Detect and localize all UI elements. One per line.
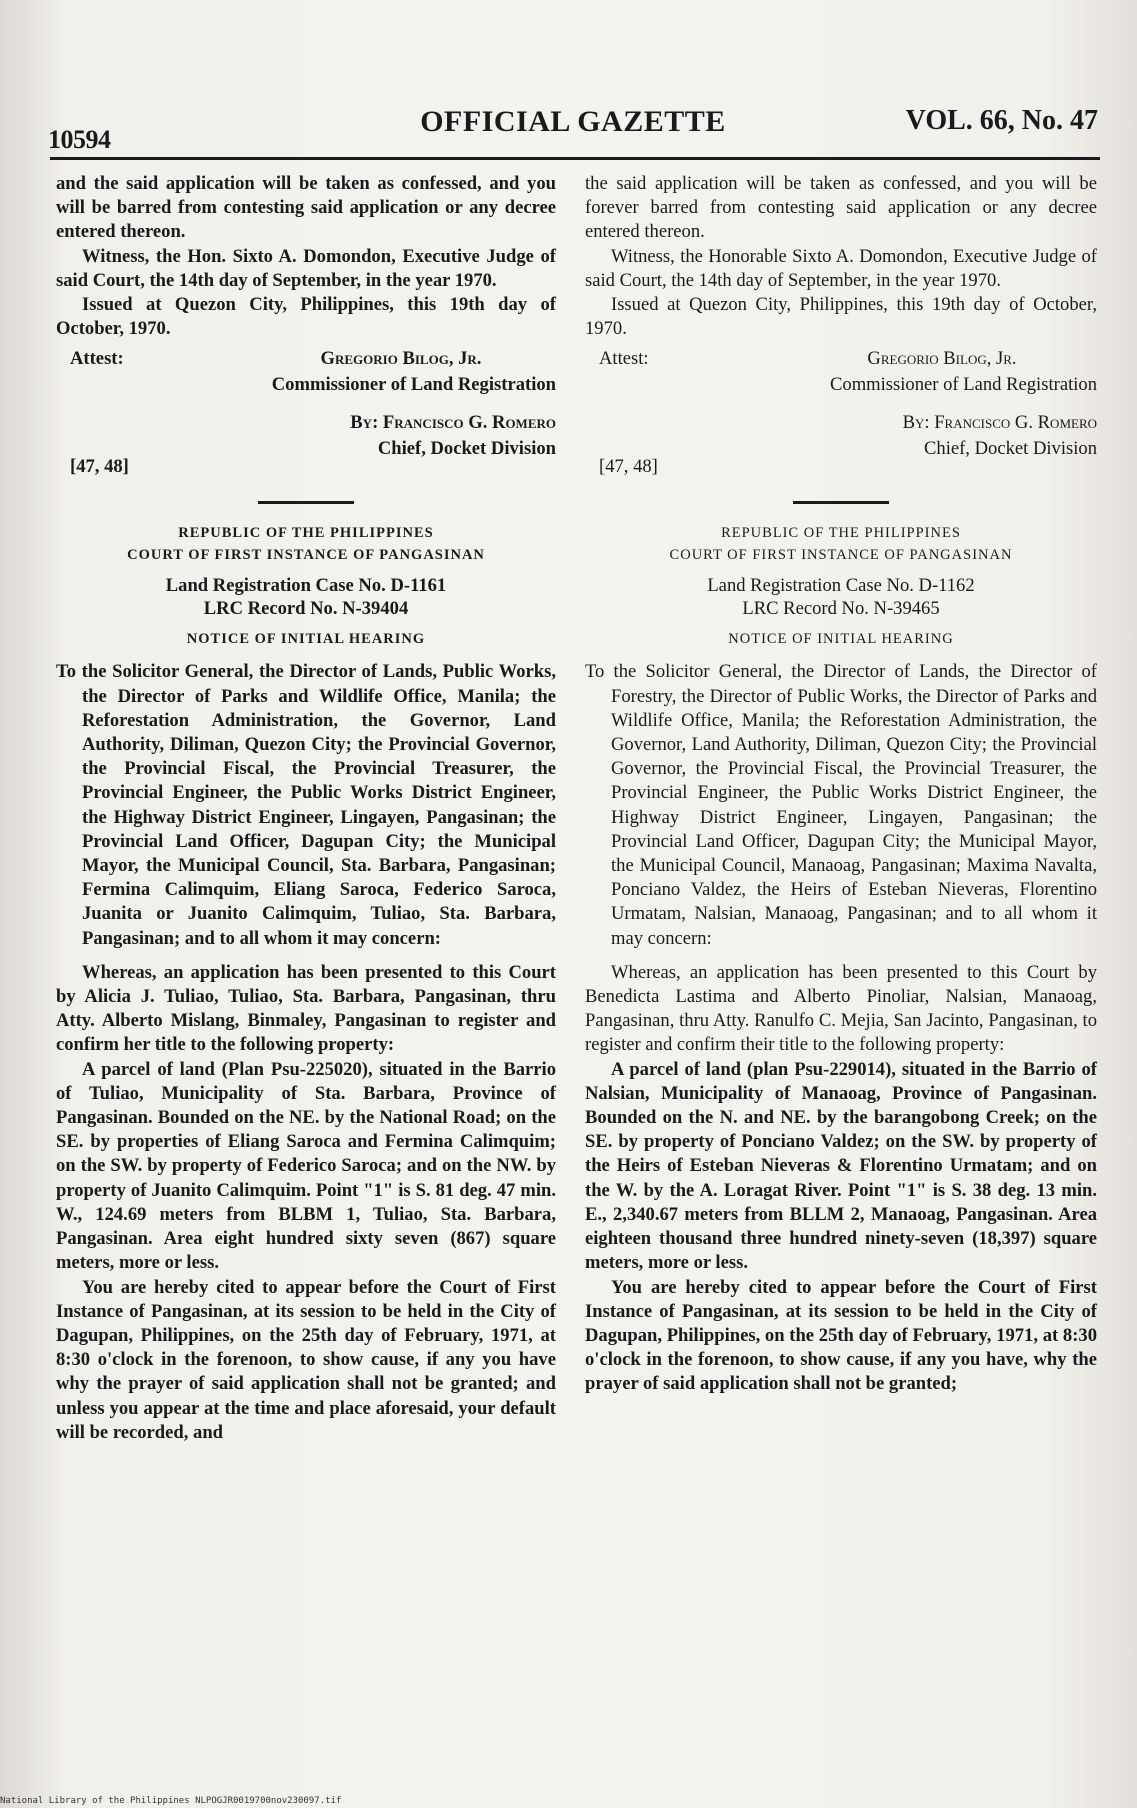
signatory-name: By: Francisco G. Romero bbox=[902, 412, 1097, 434]
republic-heading: REPUBLIC OF THE PHILIPPINES bbox=[721, 525, 961, 542]
volume-number: VOL. 66, No. 47 bbox=[905, 105, 1098, 136]
section-divider bbox=[258, 501, 354, 504]
case-heading bbox=[585, 574, 1097, 620]
page-header bbox=[48, 95, 1098, 153]
citation-paragraph: You are hereby cited to appear before the Court of First Instance of Pangasinan, at its session to be held in the City of Dagupan, Philippines, on the 25th day of February, 1971, at 8:30 o'clock in the forenoon, to show cause, if any you have why the prayer of said application shall not be granted; and unless you appear at the time and place aforesaid, your default will be recorded, and bbox=[56, 1276, 556, 1443]
scan-footer: National Library of the Philippines NLPOGJR0019700nov230097.tif bbox=[0, 1796, 342, 1806]
page-number: 10594 bbox=[48, 125, 111, 154]
whereas-paragraph: Whereas, an application has been presented to this Court by Alicia J. Tuliao, Tuliao, Sta. Barbara, Pangasinan, thru Atty. Alberto Mislang, Binmaley, Pangasinan to register and confirm her title to the following property: bbox=[56, 961, 556, 1056]
court-heading: COURT OF FIRST INSTANCE OF PANGASINAN bbox=[669, 547, 1013, 564]
signatory-title: Chief, Docket Division bbox=[377, 438, 556, 460]
lrc-record: LRC Record No. N-39404 bbox=[203, 598, 409, 620]
commissioner-name: Gregorio Bilog, Jr. bbox=[867, 348, 1017, 370]
lrc-record: LRC Record No. N-39465 bbox=[742, 598, 940, 620]
section-divider bbox=[793, 501, 889, 504]
republic-heading: REPUBLIC OF THE PHILIPPINES bbox=[178, 525, 434, 542]
signatory-title: Chief, Docket Division bbox=[924, 438, 1097, 460]
reference-number: [47, 48] bbox=[599, 456, 658, 478]
case-number: Land Registration Case No. D-1162 bbox=[707, 575, 975, 597]
addressees: To the Solicitor General, the Director of Lands, Public Works, the Director of Parks and Wildlife Office, Manila; the Reforestation Administration, the Governor, Land Authority, Diliman, Quezon City; the Provincial Governor, the Provincial Fiscal, the Provincial Treasurer, the Provincial Engineer, the Public Works District Engineer, the Highway District Engineer, Lingayen, Pangasinan; the Provincial Land Officer, Dagupan City; the Municipal Mayor, the Municipal Council, Sta. Barbara, Pangasinan; Fermina Calimquim, Eliang Saroca, Federico Saroca, Juanita or Juanito Calimquim, Tuliao, Sta. Barbara, Pangasinan; and to all whom it may concern: bbox=[56, 661, 556, 949]
right-paragraph-issued: Issued at Quezon City, Philippines, this 19th day of October, 1970. bbox=[585, 294, 1097, 340]
right-paragraph-confessed: the said application will be taken as confessed, and you will be forever barred from contesting said application or any decree entered thereon. bbox=[585, 173, 1097, 243]
commissioner-title: Commissioner of Land Registration bbox=[830, 374, 1097, 396]
commissioner-name: Gregorio Bilog, Jr. bbox=[320, 348, 482, 370]
signatory-name: By: Francisco G. Romero bbox=[350, 412, 556, 434]
left-paragraph-confessed: and the said application will be taken as confessed, and you will be barred from contesting said application or any decree entered thereon. bbox=[56, 173, 556, 243]
left-paragraph-witness: Witness, the Hon. Sixto A. Domondon, Executive Judge of said Court, the 14th day of September, in the year 1970. bbox=[56, 245, 556, 291]
reference-number: [47, 48] bbox=[70, 456, 129, 478]
left-paragraph-issued: Issued at Quezon City, Philippines, this 19th day of October, 1970. bbox=[56, 294, 556, 340]
left-column bbox=[56, 172, 556, 1445]
parcel-description: A parcel of land (plan Psu-229014), situated in the Barrio of Nalsian, Municipality of Manaoag, Province of Pangasinan. Bounded on the N. and NE. by the barangobong Creek; on the SE. by property of Ponciano Valdez; on the SW. by property of the Heirs of Esteban Nieveras & Florentino Urmatam; and on the W. by the A. Loragat River. Point "1" is S. 38 deg. 13 min. E., 2,340.67 meters from BLLM 2, Manaoag, Pangasinan. Area eighteen thousand three hundred ninety-seven (18,397) square meters, more or less. bbox=[585, 1058, 1097, 1274]
court-heading: COURT OF FIRST INSTANCE OF PANGASINAN bbox=[127, 547, 485, 564]
attest-label: Attest: bbox=[599, 348, 649, 370]
parcel-description: A parcel of land (Plan Psu-225020), situated in the Barrio of Tuliao, Municipality of Sta. Barbara, Province of Pangasinan. Bounded on the NE. by the National Road; on the SE. by properties of Eliang Saroca and Fermina Calimquim; on the SW. by property of Federico Saroca; and on the NW. by property of Juanito Calimquim. Point "1" is S. 81 deg. 47 min. W., 124.69 meters from BLBM 1, Tuliao, Sta. Barbara, Pangasinan. Area eight hundred sixty seven (867) square meters, more or less. bbox=[56, 1058, 556, 1274]
addressees: To the Solicitor General, the Director of Lands, the Director of Forestry, the Director of Public Works, the Director of Parks and Wildlife Office, Manila; the Reforestation Administration, the Governor, Land Authority, Diliman, Quezon City; the Provincial Governor, the Provincial Fiscal, the Provincial Treasurer, the Provincial Engineer, the Public Works District Engineer, the Highway District Engineer, Lingayen, Pangasinan; the Provincial Land Officer, Dagupan City; the Municipal Mayor, the Municipal Council, Manaoag, Pangasinan; Maxima Navalta, Ponciano Valdez, the Heirs of Esteban Nieveras, Florentino Urmatam, Nalsian, Manaoag, Pangasinan; and to all whom it may concern: bbox=[585, 661, 1097, 949]
attest-label: Attest: bbox=[70, 348, 124, 370]
commissioner-title: Commissioner of Land Registration bbox=[271, 374, 556, 396]
case-number: Land Registration Case No. D-1161 bbox=[165, 575, 447, 597]
right-column bbox=[585, 172, 1097, 1397]
right-paragraph-witness: Witness, the Honorable Sixto A. Domondon, Executive Judge of said Court, the 14th day of September, in the year 1970. bbox=[585, 245, 1097, 291]
case-heading bbox=[56, 574, 556, 620]
left-attest-block bbox=[56, 347, 556, 497]
notice-heading: NOTICE OF INITIAL HEARING bbox=[728, 631, 954, 648]
whereas-paragraph: Whereas, an application has been presented to this Court by Benedicta Lastima and Alberto Pinoliar, Nalsian, Manaoag, Pangasinan, thru Atty. Ranulfo C. Mejia, San Jacinto, Pangasinan, to register and confirm their title to the following property: bbox=[585, 961, 1097, 1056]
citation-paragraph: You are hereby cited to appear before the Court of First Instance of Pangasinan, at its session to be held in the City of Dagupan, Philippines, on the 25th day of February, 1971, at 8:30 o'clock in the forenoon, to show cause, if any you have, why the prayer of said application shall not be granted; bbox=[585, 1276, 1097, 1395]
header-rule bbox=[50, 157, 1100, 160]
right-attest-block bbox=[585, 347, 1097, 497]
publication-title: OFFICIAL GAZETTE bbox=[420, 105, 726, 138]
notice-heading: NOTICE OF INITIAL HEARING bbox=[186, 631, 426, 648]
